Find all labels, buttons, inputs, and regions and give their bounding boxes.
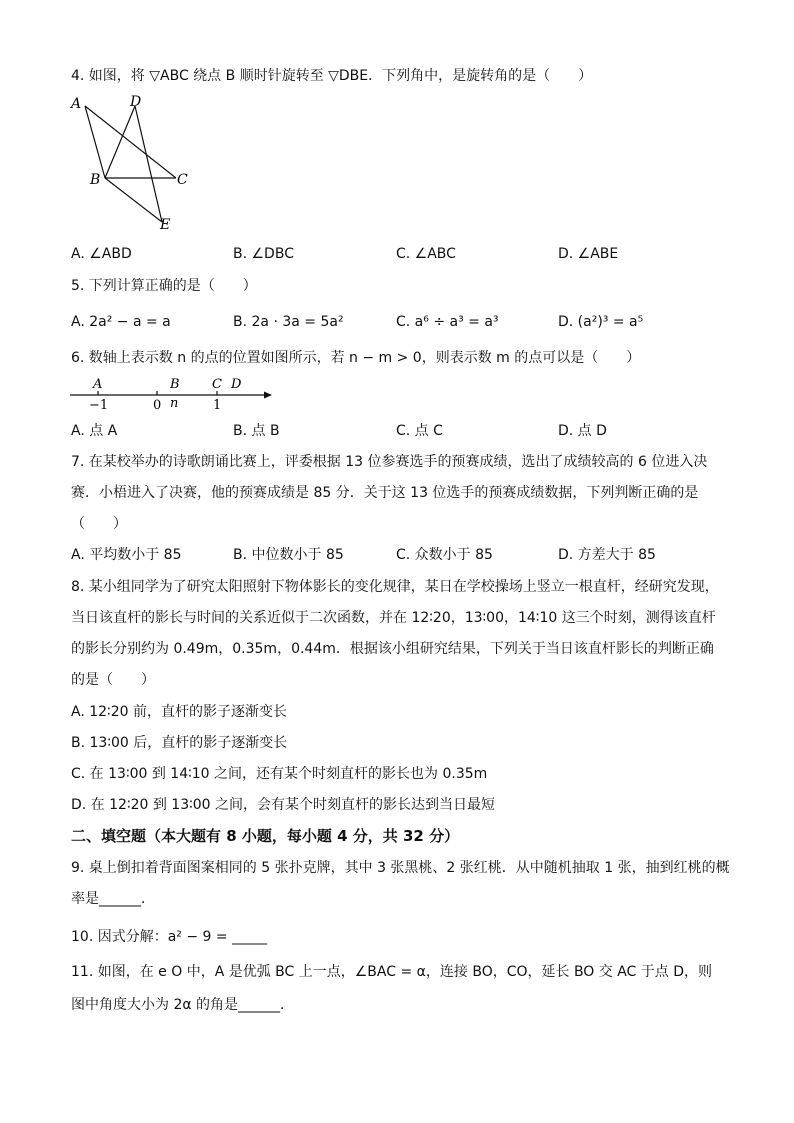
q8-line4: 的是（ ） (71, 672, 155, 688)
q8-line1: 8. 某小组同学为了研究太阳照射下物体影长的变化规律，某日在学校操场上竖立一根直杆，经研究发现， (71, 579, 719, 595)
section-heading: 二、填空题（本大题有 8 小题，每小题 4 分，共 32 分） (71, 827, 460, 845)
q7-line1: 7. 在某校举办的诗歌朗诵比赛上，评委根据 13 位参赛选手的预赛成绩，选出了成绩较高的 6 位进入决 (71, 454, 708, 470)
axis-label-d: D (231, 377, 242, 392)
q4-option-b: B. ∠DBC (233, 246, 294, 262)
q7-line2: 赛．小梧进入了决赛，他的预赛成绩是 85 分．关于这 13 位选手的预赛成绩数据，下列判断正确的是 (71, 485, 699, 501)
q5-option-a: A. 2a² − a = a (71, 314, 171, 330)
q4-option-d: D. ∠ABE (558, 246, 619, 262)
q4-option-a: A. ∠ABD (71, 246, 132, 262)
q7-line3: （ ） (71, 516, 127, 532)
q11-line2: 图中角度大小为 2α 的角是______． (71, 997, 295, 1013)
q4-option-c: C. ∠ABC (396, 246, 456, 262)
fig-label-d: D (130, 94, 142, 110)
q4-figure (66, 92, 196, 234)
fig-label-c: C (177, 172, 188, 188)
q9-line1: 9. 桌上倒扣着背面图案相同的 5 张扑克牌，其中 3 张黑桃、2 张红桃．从中随机抽取 1 张，抽到红桃的概 (71, 860, 730, 876)
q6-option-d: D. 点 D (558, 423, 607, 439)
q5-stem: 5. 下列计算正确的是（ ） (71, 278, 257, 294)
q11-line1: 11. 如图，在 e O 中，A 是优弧 BC 上一点，∠BAC = α，连接 BO，CO，延长 BO 交 AC 于点 D，则 (71, 964, 713, 980)
q6-stem: 6. 数轴上表示数 n 的点的位置如图所示，若 n − m > 0，则表示数 m 的点可以是（ ） (71, 350, 641, 366)
fig-label-b: B (90, 172, 101, 188)
q10-text: 10. 因式分解：a² − 9 = _____ (71, 929, 268, 945)
q7-option-b: B. 中位数小于 85 (233, 547, 344, 563)
q6-option-b: B. 点 B (233, 423, 280, 439)
q7-option-d: D. 方差大于 85 (558, 547, 656, 563)
q7-option-a: A. 平均数小于 85 (71, 547, 182, 563)
q6-option-c: C. 点 C (396, 423, 443, 439)
axis-tick-zero: 0 (153, 398, 162, 413)
axis-label-c: C (212, 377, 222, 392)
q8-option-b: B. 13∶00 后，直杆的影子逐渐变长 (71, 735, 288, 751)
q6-option-a: A. 点 A (71, 423, 118, 439)
q5-option-b: B. 2a · 3a = 5a² (233, 314, 344, 330)
q8-option-a: A. 12∶20 前，直杆的影子逐渐变长 (71, 704, 287, 720)
q6-number-line (66, 372, 278, 414)
axis-tick-n: n (170, 396, 179, 411)
fig-label-a: A (71, 96, 82, 112)
q8-option-c: C. 在 13∶00 到 14∶10 之间，还有某个时刻直杆的影长也为 0.35m (71, 766, 488, 782)
q8-line3: 的影长分别约为 0.49m，0.35m，0.44m．根据该小组研究结果，下列关于当日该直杆影长的判断正确 (71, 641, 714, 657)
axis-label-b: B (170, 377, 180, 392)
axis-tick-one: 1 (213, 398, 222, 413)
q8-option-d: D. 在 12∶20 到 13∶00 之间，会有某个时刻直杆的影长达到当日最短 (71, 797, 496, 813)
axis-tick-neg1: −1 (89, 398, 109, 413)
q7-option-c: C. 众数小于 85 (396, 547, 493, 563)
q8-line2: 当日该直杆的影长与时间的关系近似于二次函数，并在 12∶20，13∶00，14∶10 这三个时刻，测得该直杆 (71, 610, 716, 626)
q9-line2: 率是______． (71, 891, 155, 907)
axis-label-a: A (93, 377, 103, 392)
q5-option-d: D. (a²)³ = a⁵ (558, 314, 644, 330)
q5-option-c: C. a⁶ ÷ a³ = a³ (396, 314, 499, 330)
fig-label-e: E (160, 217, 171, 233)
q4-stem: 4. 如图，将 ▽ABC 绕点 B 顺时针旋转至 ▽DBE．下列角中，是旋转角的是（ ） (71, 68, 593, 84)
